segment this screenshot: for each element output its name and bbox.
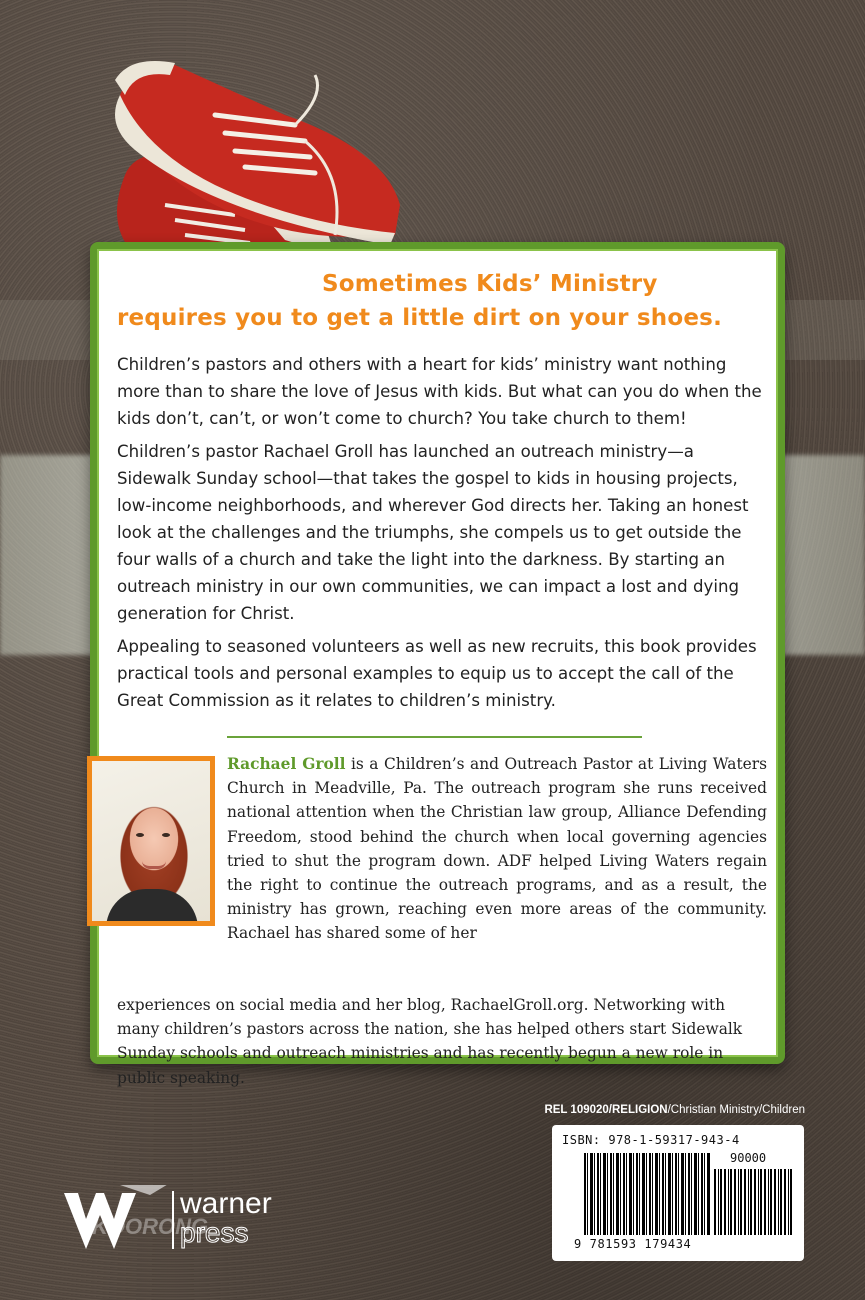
headline-line-2: requires you to get a little dirt on your shoes. (117, 305, 723, 331)
author-name: Rachael Groll (227, 755, 346, 773)
category-main: RELIGION (612, 1104, 668, 1116)
description-panel (90, 242, 785, 1087)
headline-line-1: Sometimes Kids’ Ministry (322, 271, 658, 297)
watermark-text: KOORONG (92, 1214, 209, 1239)
author-bio-continued: experiences on social media and her blog, RachaelGroll.org. Networking with many children’s pastors across the nation, she has helped others start Sidewalk Sunday schools and outreach ministries and has recently begun a new role in public speaking. (117, 996, 743, 1087)
barcode-box (552, 1125, 804, 1261)
shirt-shape (106, 889, 198, 926)
paragraph-outreach: Children’s pastor Rachael Groll has launched an outreach ministry—a Sidewalk Sunday school—that takes the gospel to kids in housing projects, low-income neighborhoods, and wherever God directs her. Taking an honest look at the challenges and the triumphs, she compels us to get outside the four walls of a church and take the light into the darkness. By starting an outreach ministry in our own communities, we can impact a lost and dying generation for Christ. (117, 442, 749, 623)
category-sub: /Christian Ministry/Children (667, 1104, 805, 1116)
barcode-bars-icon (584, 1153, 710, 1235)
barcode-supplement: 90000 (730, 1151, 767, 1165)
paragraph-appeal: Appealing to seasoned volunteers as well as new recruits, this book provides practical tools and personal examples to equip us to accept the call of the Great Commission as it relates to children’s ministry. (117, 637, 757, 710)
publisher-name-warner: warner (180, 1187, 272, 1220)
publisher-name-press: press (180, 1217, 249, 1248)
category-code: REL 109020/ (544, 1104, 612, 1116)
author-bio (227, 752, 767, 946)
smile-icon (142, 861, 166, 869)
author-photo (87, 756, 215, 926)
section-divider (227, 736, 642, 738)
isbn-label: ISBN: 978-1-59317-943-4 (562, 1133, 740, 1147)
paragraph-intro: Children’s pastors and others with a heart for kids’ ministry want nothing more than to share the love of Jesus with kids. But what can you do when the kids don’t, can’t, or won’t come to church? You take church to them! (117, 355, 762, 428)
author-bio-part-1: is a Children’s and Outreach Pastor at Living Waters Church in Meadville, Pa. The outreach program she runs received national attention when the Christian law group, Alliance Defending Freedom, stood behind the church when local governing agencies tried to shut the program down. ADF helped Living Waters regain the right to continue the outreach programs, and as a result, the ministry has grown, reaching even more areas of the community. Rachael has shared some of her (227, 755, 767, 943)
bisac-category (520, 1104, 805, 1116)
ean-number: 9 781593 179434 (574, 1237, 692, 1251)
eye-icon (162, 833, 170, 837)
eye-icon (136, 833, 144, 837)
supplement-bars-icon (714, 1169, 792, 1235)
